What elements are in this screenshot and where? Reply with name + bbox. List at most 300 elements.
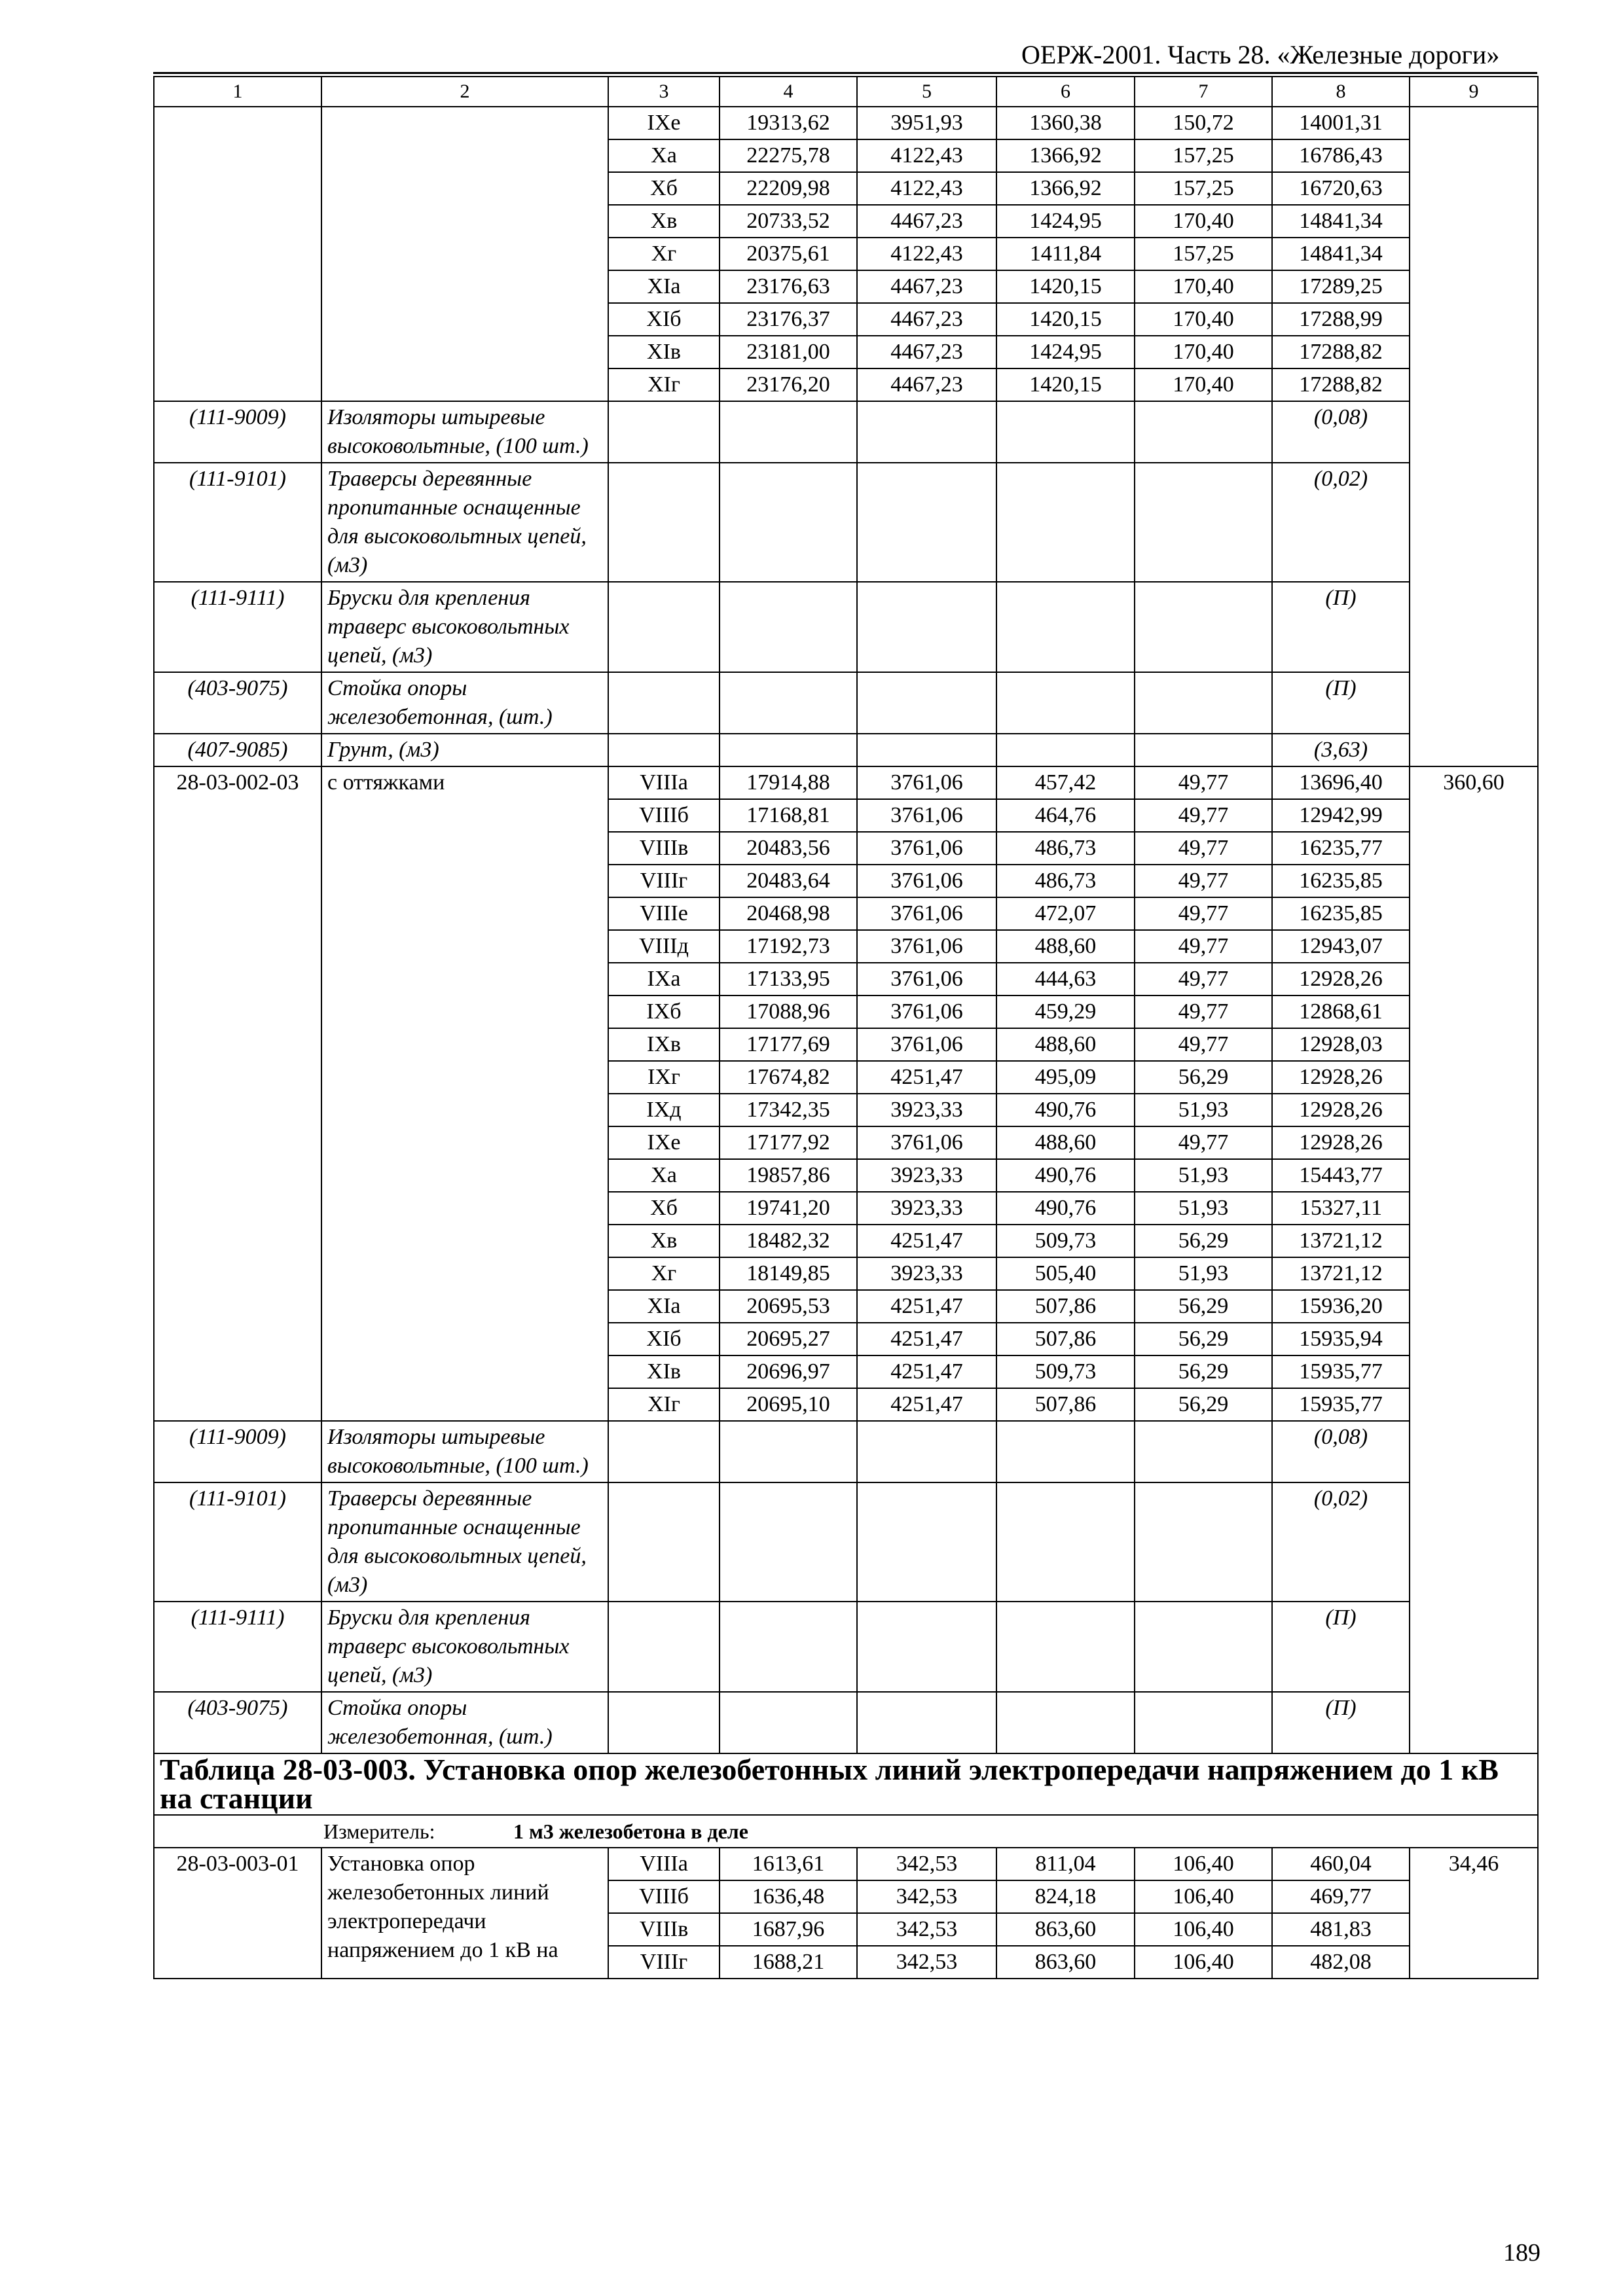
value-cell: 486,73 — [996, 865, 1135, 897]
value-cell: 1366,92 — [996, 172, 1135, 205]
value-cell: 56,29 — [1135, 1355, 1272, 1388]
code-cell: 28-03-002-03 — [154, 766, 321, 1421]
value-cell: 17288,99 — [1272, 303, 1410, 336]
empty-cell — [720, 463, 857, 582]
value-cell: 507,86 — [996, 1388, 1135, 1421]
value-cell: 170,40 — [1135, 303, 1272, 336]
value-cell: 863,60 — [996, 1946, 1135, 1979]
zone-cell: VIIIа — [608, 1848, 720, 1880]
resource-code: (111-9111) — [154, 582, 321, 672]
value-cell: 20733,52 — [720, 205, 857, 238]
empty-cell — [857, 401, 996, 463]
value-cell: 3923,33 — [857, 1257, 996, 1290]
empty-cell — [1135, 582, 1272, 672]
value-cell: 4251,47 — [857, 1388, 996, 1421]
zone-cell: VIIIв — [608, 832, 720, 865]
value-cell: 490,76 — [996, 1094, 1135, 1126]
resource-value: (0,08) — [1272, 1421, 1410, 1482]
value-cell: 1420,15 — [996, 270, 1135, 303]
value-cell: 4251,47 — [857, 1225, 996, 1257]
value-cell: 106,40 — [1135, 1880, 1272, 1913]
value-cell: 12928,03 — [1272, 1028, 1410, 1061]
resource-name: Стойка опоры железобетонная, (шт.) — [321, 1692, 608, 1753]
zone-cell: Xб — [608, 172, 720, 205]
zone-cell: Xб — [608, 1192, 720, 1225]
value-cell: 49,77 — [1135, 930, 1272, 963]
resource-code: (403-9075) — [154, 1692, 321, 1753]
value-cell: 1613,61 — [720, 1848, 857, 1880]
resource-name: Траверсы деревянные пропитанные оснащенные для высоковольтных цепей, (м3) — [321, 463, 608, 582]
zone-cell: VIIIб — [608, 799, 720, 832]
value-cell: 13721,12 — [1272, 1257, 1410, 1290]
resource-name: Стойка опоры железобетонная, (шт.) — [321, 672, 608, 734]
value-cell: 49,77 — [1135, 799, 1272, 832]
value-cell: 342,53 — [857, 1946, 996, 1979]
value-cell: 20483,64 — [720, 865, 857, 897]
meter-line — [154, 1815, 1538, 1848]
empty-cell — [996, 1602, 1135, 1692]
value-cell: 49,77 — [1135, 963, 1272, 996]
resource-row — [154, 672, 1538, 734]
value-cell: 51,93 — [1135, 1159, 1272, 1192]
value-cell: 56,29 — [1135, 1323, 1272, 1355]
value-cell: 1360,38 — [996, 107, 1135, 139]
value-cell: 12942,99 — [1272, 799, 1410, 832]
resource-row — [154, 463, 1538, 582]
empty-cell — [608, 1602, 720, 1692]
empty-cell — [857, 1602, 996, 1692]
value-cell: 19741,20 — [720, 1192, 857, 1225]
value-cell: 342,53 — [857, 1848, 996, 1880]
column-number: 1 — [154, 77, 321, 107]
zone-cell: IXг — [608, 1061, 720, 1094]
value-cell: 4467,23 — [857, 270, 996, 303]
value-cell: 23176,63 — [720, 270, 857, 303]
zone-cell: XIв — [608, 336, 720, 368]
value-cell: 1424,95 — [996, 205, 1135, 238]
value-cell: 157,25 — [1135, 172, 1272, 205]
column-number-row — [154, 77, 1538, 107]
value-cell: 460,04 — [1272, 1848, 1410, 1880]
value-cell: 3923,33 — [857, 1159, 996, 1192]
empty-cell — [857, 463, 996, 582]
value-cell: 1688,21 — [720, 1946, 857, 1979]
value-cell: 20483,56 — [720, 832, 857, 865]
empty-cell — [608, 734, 720, 766]
value-cell: 1636,48 — [720, 1880, 857, 1913]
code-cell — [154, 107, 321, 401]
value-cell: 4467,23 — [857, 303, 996, 336]
empty-cell — [720, 582, 857, 672]
value-cell: 469,77 — [1272, 1880, 1410, 1913]
col9-cell: 34,46 — [1410, 1848, 1538, 1979]
empty-cell — [608, 1482, 720, 1602]
value-cell: 13696,40 — [1272, 766, 1410, 799]
empty-cell — [720, 1421, 857, 1482]
value-cell: 170,40 — [1135, 270, 1272, 303]
value-cell: 17914,88 — [720, 766, 857, 799]
section-title-row — [154, 1753, 1538, 1815]
value-cell: 342,53 — [857, 1880, 996, 1913]
value-cell: 3761,06 — [857, 963, 996, 996]
zone-cell: VIIIг — [608, 1946, 720, 1979]
zone-cell: VIIIе — [608, 897, 720, 930]
value-cell: 157,25 — [1135, 139, 1272, 172]
meter-value: 1 м3 железобетона в деле — [513, 1820, 748, 1843]
resource-value: (0,08) — [1272, 401, 1410, 463]
value-cell: 170,40 — [1135, 368, 1272, 401]
empty-cell — [1135, 1421, 1272, 1482]
value-cell: 22275,78 — [720, 139, 857, 172]
zone-cell: VIIIа — [608, 766, 720, 799]
value-cell: 12868,61 — [1272, 996, 1410, 1028]
zone-cell: IXб — [608, 996, 720, 1028]
value-cell: 51,93 — [1135, 1094, 1272, 1126]
value-cell: 16235,77 — [1272, 832, 1410, 865]
empty-cell — [608, 1692, 720, 1753]
value-cell: 56,29 — [1135, 1290, 1272, 1323]
value-cell: 17177,92 — [720, 1126, 857, 1159]
zone-cell: XIа — [608, 1290, 720, 1323]
resource-name: Изоляторы штыревые высоковольтные, (100 шт.) — [321, 1421, 608, 1482]
value-cell: 4122,43 — [857, 139, 996, 172]
value-cell: 170,40 — [1135, 336, 1272, 368]
empty-cell — [996, 1421, 1135, 1482]
resource-row — [154, 1602, 1538, 1692]
value-cell: 3761,06 — [857, 832, 996, 865]
value-cell: 15935,77 — [1272, 1355, 1410, 1388]
zone-cell: Xв — [608, 1225, 720, 1257]
resource-code: (111-9009) — [154, 401, 321, 463]
col9-cell — [1410, 107, 1538, 766]
value-cell: 16720,63 — [1272, 172, 1410, 205]
empty-cell — [996, 734, 1135, 766]
empty-cell — [857, 1692, 996, 1753]
zone-cell: Xг — [608, 1257, 720, 1290]
value-cell: 3923,33 — [857, 1192, 996, 1225]
value-cell: 3761,06 — [857, 996, 996, 1028]
empty-cell — [857, 1482, 996, 1602]
value-cell: 17289,25 — [1272, 270, 1410, 303]
empty-cell — [720, 1482, 857, 1602]
name-cell: Установка опор железобетонных линий электропередачи напряжением до 1 кВ на — [321, 1848, 608, 1979]
value-cell: 49,77 — [1135, 897, 1272, 930]
resource-row — [154, 734, 1538, 766]
resource-code: (407-9085) — [154, 734, 321, 766]
value-cell: 23176,37 — [720, 303, 857, 336]
value-cell: 56,29 — [1135, 1061, 1272, 1094]
column-number: 7 — [1135, 77, 1272, 107]
value-cell: 457,42 — [996, 766, 1135, 799]
value-cell: 863,60 — [996, 1913, 1135, 1946]
value-cell: 3923,33 — [857, 1094, 996, 1126]
value-cell: 51,93 — [1135, 1192, 1272, 1225]
value-cell: 342,53 — [857, 1913, 996, 1946]
value-cell: 15327,11 — [1272, 1192, 1410, 1225]
value-cell: 490,76 — [996, 1192, 1135, 1225]
value-cell: 4467,23 — [857, 205, 996, 238]
value-cell: 17088,96 — [720, 996, 857, 1028]
column-number: 2 — [321, 77, 608, 107]
value-cell: 490,76 — [996, 1159, 1135, 1192]
value-cell: 4251,47 — [857, 1355, 996, 1388]
page-number: 189 — [1503, 2239, 1541, 2267]
value-cell: 824,18 — [996, 1880, 1135, 1913]
resource-value: (0,02) — [1272, 1482, 1410, 1602]
price-row — [154, 1848, 1538, 1880]
value-cell: 488,60 — [996, 930, 1135, 963]
value-cell: 16235,85 — [1272, 897, 1410, 930]
value-cell: 4122,43 — [857, 172, 996, 205]
zone-cell: IXд — [608, 1094, 720, 1126]
name-cell — [321, 107, 608, 401]
resource-value: (П) — [1272, 1692, 1410, 1753]
value-cell: 481,83 — [1272, 1913, 1410, 1946]
empty-cell — [720, 734, 857, 766]
value-cell: 1420,15 — [996, 368, 1135, 401]
value-cell: 51,93 — [1135, 1257, 1272, 1290]
value-cell: 56,29 — [1135, 1388, 1272, 1421]
value-cell: 17177,69 — [720, 1028, 857, 1061]
resource-row — [154, 401, 1538, 463]
empty-cell — [1135, 1602, 1272, 1692]
code-cell: 28-03-003-01 — [154, 1848, 321, 1979]
value-cell: 19313,62 — [720, 107, 857, 139]
value-cell: 505,40 — [996, 1257, 1135, 1290]
value-cell: 23181,00 — [720, 336, 857, 368]
zone-cell: VIIIг — [608, 865, 720, 897]
price-table — [153, 76, 1539, 1979]
value-cell: 3761,06 — [857, 897, 996, 930]
value-cell: 488,60 — [996, 1028, 1135, 1061]
column-number: 9 — [1410, 77, 1538, 107]
value-cell: 3951,93 — [857, 107, 996, 139]
zone-cell: IXа — [608, 963, 720, 996]
value-cell: 488,60 — [996, 1126, 1135, 1159]
value-cell: 464,76 — [996, 799, 1135, 832]
empty-cell — [857, 734, 996, 766]
value-cell: 486,73 — [996, 832, 1135, 865]
empty-cell — [996, 401, 1135, 463]
value-cell: 15936,20 — [1272, 1290, 1410, 1323]
zone-cell: Xа — [608, 1159, 720, 1192]
resource-row — [154, 582, 1538, 672]
value-cell: 106,40 — [1135, 1946, 1272, 1979]
value-cell: 4251,47 — [857, 1323, 996, 1355]
value-cell: 12928,26 — [1272, 1126, 1410, 1159]
value-cell: 22209,98 — [720, 172, 857, 205]
value-cell: 12928,26 — [1272, 1061, 1410, 1094]
empty-cell — [720, 1692, 857, 1753]
value-cell: 14841,34 — [1272, 205, 1410, 238]
value-cell: 4122,43 — [857, 238, 996, 270]
column-number: 8 — [1272, 77, 1410, 107]
value-cell: 472,07 — [996, 897, 1135, 930]
header-rule — [153, 72, 1537, 74]
empty-cell — [1135, 463, 1272, 582]
table-body — [154, 77, 1538, 1979]
value-cell: 17342,35 — [720, 1094, 857, 1126]
resource-name: Траверсы деревянные пропитанные оснащенные для высоковольтных цепей, (м3) — [321, 1482, 608, 1602]
zone-cell: VIIIб — [608, 1880, 720, 1913]
value-cell: 1687,96 — [720, 1913, 857, 1946]
empty-cell — [608, 672, 720, 734]
value-cell: 15935,77 — [1272, 1388, 1410, 1421]
value-cell: 1420,15 — [996, 303, 1135, 336]
value-cell: 12943,07 — [1272, 930, 1410, 963]
value-cell: 20375,61 — [720, 238, 857, 270]
value-cell: 444,63 — [996, 963, 1135, 996]
zone-cell: Xг — [608, 238, 720, 270]
column-number: 5 — [857, 77, 996, 107]
value-cell: 3761,06 — [857, 930, 996, 963]
meter-label: Измеритель: — [323, 1820, 435, 1843]
value-cell: 12928,26 — [1272, 1094, 1410, 1126]
section-title: Таблица 28-03-003. Установка опор железобетонных линий электропередачи напряжением до 1 кВ на станции — [154, 1753, 1538, 1815]
value-cell: 3761,06 — [857, 1028, 996, 1061]
empty-cell — [608, 463, 720, 582]
value-cell: 49,77 — [1135, 766, 1272, 799]
column-number: 4 — [720, 77, 857, 107]
value-cell: 4467,23 — [857, 368, 996, 401]
value-cell: 150,72 — [1135, 107, 1272, 139]
empty-cell — [996, 582, 1135, 672]
empty-cell — [996, 1482, 1135, 1602]
empty-cell — [1135, 1482, 1272, 1602]
resource-value: (П) — [1272, 582, 1410, 672]
value-cell: 49,77 — [1135, 865, 1272, 897]
empty-cell — [1135, 1692, 1272, 1753]
column-number: 6 — [996, 77, 1135, 107]
value-cell: 19857,86 — [720, 1159, 857, 1192]
empty-cell — [857, 1421, 996, 1482]
column-number: 3 — [608, 77, 720, 107]
resource-code: (403-9075) — [154, 672, 321, 734]
value-cell: 17288,82 — [1272, 368, 1410, 401]
empty-cell — [1135, 734, 1272, 766]
value-cell: 20695,53 — [720, 1290, 857, 1323]
zone-cell: VIIIд — [608, 930, 720, 963]
value-cell: 16786,43 — [1272, 139, 1410, 172]
value-cell: 14001,31 — [1272, 107, 1410, 139]
value-cell: 3761,06 — [857, 766, 996, 799]
zone-cell: XIб — [608, 303, 720, 336]
value-cell: 507,86 — [996, 1290, 1135, 1323]
price-row — [154, 766, 1538, 799]
empty-cell — [857, 582, 996, 672]
resource-value: (3,63) — [1272, 734, 1410, 766]
value-cell: 1366,92 — [996, 139, 1135, 172]
zone-cell: XIб — [608, 1323, 720, 1355]
running-header: ОЕРЖ-2001. Часть 28. «Железные дороги» — [1021, 40, 1500, 69]
value-cell: 4251,47 — [857, 1290, 996, 1323]
empty-cell — [857, 672, 996, 734]
value-cell: 507,86 — [996, 1323, 1135, 1355]
zone-cell: XIа — [608, 270, 720, 303]
value-cell: 106,40 — [1135, 1848, 1272, 1880]
resource-row — [154, 1421, 1538, 1482]
value-cell: 509,73 — [996, 1225, 1135, 1257]
value-cell: 482,08 — [1272, 1946, 1410, 1979]
value-cell: 1411,84 — [996, 238, 1135, 270]
zone-cell: IXе — [608, 107, 720, 139]
empty-cell — [1135, 401, 1272, 463]
value-cell: 1424,95 — [996, 336, 1135, 368]
zone-cell: XIв — [608, 1355, 720, 1388]
value-cell: 17674,82 — [720, 1061, 857, 1094]
value-cell: 49,77 — [1135, 1126, 1272, 1159]
name-cell: с оттяжками — [321, 766, 608, 1421]
value-cell: 16235,85 — [1272, 865, 1410, 897]
resource-code: (111-9101) — [154, 1482, 321, 1602]
zone-cell: Xа — [608, 139, 720, 172]
zone-cell: XIг — [608, 368, 720, 401]
value-cell: 56,29 — [1135, 1225, 1272, 1257]
meter-row — [154, 1815, 1538, 1848]
resource-code: (111-9111) — [154, 1602, 321, 1692]
value-cell: 459,29 — [996, 996, 1135, 1028]
value-cell: 49,77 — [1135, 1028, 1272, 1061]
value-cell: 3761,06 — [857, 865, 996, 897]
empty-cell — [720, 1602, 857, 1692]
resource-name: Грунт, (м3) — [321, 734, 608, 766]
resource-value: (П) — [1272, 1602, 1410, 1692]
value-cell: 3761,06 — [857, 799, 996, 832]
value-cell: 18149,85 — [720, 1257, 857, 1290]
value-cell: 20695,27 — [720, 1323, 857, 1355]
value-cell: 157,25 — [1135, 238, 1272, 270]
value-cell: 18482,32 — [720, 1225, 857, 1257]
value-cell: 495,09 — [996, 1061, 1135, 1094]
empty-cell — [720, 401, 857, 463]
empty-cell — [996, 672, 1135, 734]
value-cell: 3761,06 — [857, 1126, 996, 1159]
value-cell: 17192,73 — [720, 930, 857, 963]
empty-cell — [720, 672, 857, 734]
value-cell: 14841,34 — [1272, 238, 1410, 270]
value-cell: 15443,77 — [1272, 1159, 1410, 1192]
zone-cell: IXв — [608, 1028, 720, 1061]
empty-cell — [608, 582, 720, 672]
zone-cell: Xв — [608, 205, 720, 238]
value-cell: 49,77 — [1135, 832, 1272, 865]
resource-value: (0,02) — [1272, 463, 1410, 582]
resource-code: (111-9101) — [154, 463, 321, 582]
empty-cell — [996, 1692, 1135, 1753]
price-row — [154, 107, 1538, 139]
value-cell: 106,40 — [1135, 1913, 1272, 1946]
value-cell: 12928,26 — [1272, 963, 1410, 996]
empty-cell — [608, 401, 720, 463]
value-cell: 17133,95 — [720, 963, 857, 996]
value-cell: 17168,81 — [720, 799, 857, 832]
value-cell: 13721,12 — [1272, 1225, 1410, 1257]
resource-row — [154, 1482, 1538, 1602]
value-cell: 509,73 — [996, 1355, 1135, 1388]
resource-name: Бруски для крепления траверс высоковольтных цепей, (м3) — [321, 582, 608, 672]
value-cell: 15935,94 — [1272, 1323, 1410, 1355]
value-cell: 4251,47 — [857, 1061, 996, 1094]
resource-code: (111-9009) — [154, 1421, 321, 1482]
zone-cell: XIг — [608, 1388, 720, 1421]
value-cell: 17288,82 — [1272, 336, 1410, 368]
resource-row — [154, 1692, 1538, 1753]
resource-name: Бруски для крепления траверс высоковольтных цепей, (м3) — [321, 1602, 608, 1692]
empty-cell — [996, 463, 1135, 582]
value-cell: 170,40 — [1135, 205, 1272, 238]
col9-cell: 360,60 — [1410, 766, 1538, 1753]
value-cell: 20695,10 — [720, 1388, 857, 1421]
